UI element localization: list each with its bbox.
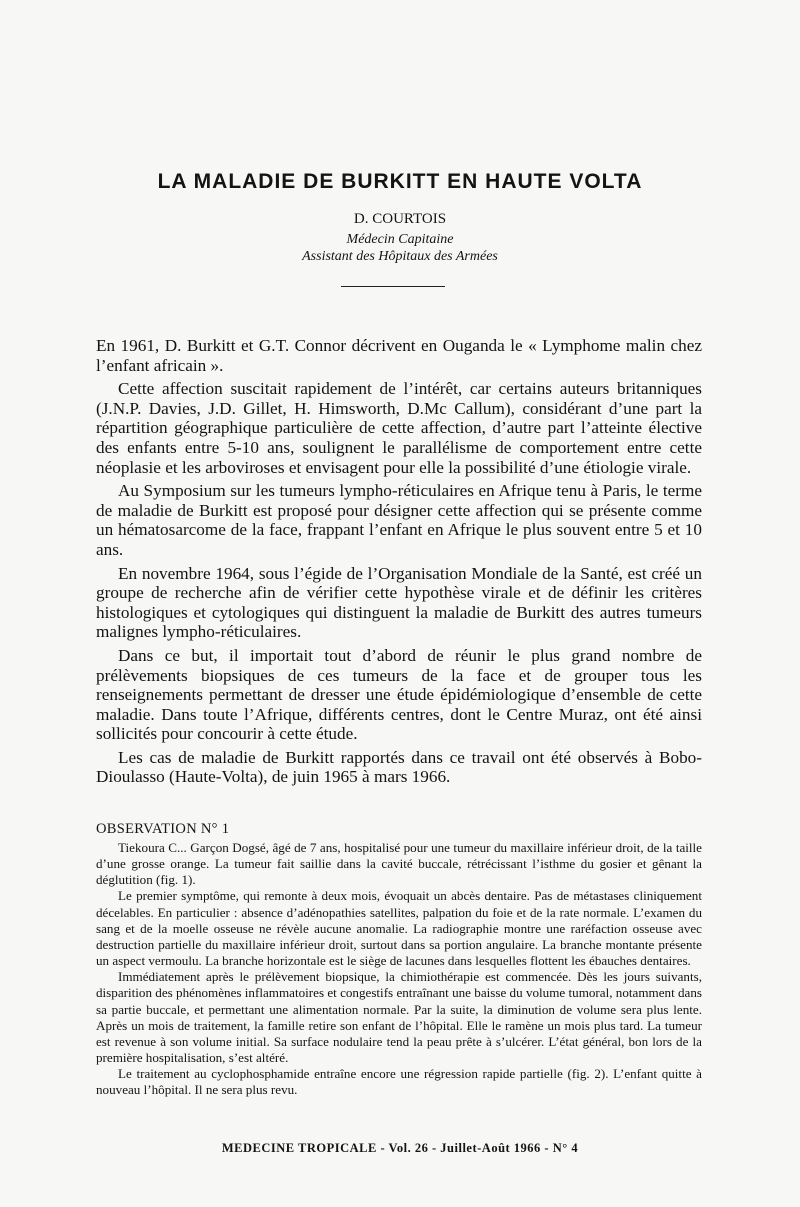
body-paragraph: En novembre 1964, sous l’égide de l’Organisation Mondiale de la Santé, est créé un groupe de recherche afin de vérifier cette hypothèse virale et de définir les critères histologiques et cytologiques qui distinguent la maladie de Burkitt des autres tumeurs malignes lympho-réticulaires. xyxy=(96,563,702,642)
journal-footer: MEDECINE TROPICALE - Vol. 26 - Juillet-Août 1966 - N° 4 xyxy=(221,1141,579,1155)
observation-paragraph: Immédiatement après le prélèvement biopsique, la chimiothérapie est commencée. Dès les jours suivants, disparition des phénomènes inflammatoires et congestifs entraînant une baisse du volume tumoral, notamment dans sa partie buccale, et permettant une alimentation normale. Par la suite, la diminution de volume sera plus lente. Après un mois de traitement, la famille retire son enfant de l’hôpital. Elle le ramène un mois plus tard. La tumeur est revenue à son volume initial. Sa surface nodulaire tend la peau prête à s’ulcérer. L’état général, bon lors de la première hospitalisation, s’est altéré. xyxy=(96,969,702,1066)
body-paragraph: Au Symposium sur les tumeurs lympho-réticulaires en Afrique tenu à Paris, le terme de maladie de Burkitt est proposé pour désigner cette affection qui se présente comme un hématosarcome de la face, frappant l’enfant en Afrique le plus souvent entre 5 et 10 ans. xyxy=(96,481,702,559)
article-title: LA MALADIE DE BURKITT EN HAUTE VOLTA xyxy=(157,170,643,193)
observation-paragraph: Le premier symptôme, qui remonte à deux mois, évoquait un abcès dentaire. Pas de métastases cliniquement décelables. En particulier : absence d’adénopathies satellites, palpation du foie et de la rate normale. L’examen du sang et de la moelle osseuse ne révèle aucune anomalie. La radiographie montre une raréfaction osseuse avec destruction partielle du maxillaire inférieur droit, surtout dans sa portion angulaire. La branche montante présente un aspect vermoulu. La branche horizontale est le siège de lacunes dans lesquelles flottent les ébauches dentaires. xyxy=(96,888,702,969)
body-paragraph: Cette affection suscitait rapidement de l’intérêt, car certains auteurs britanniques (J.N.P. Davies, J.D. Gillet, H. Himsworth, D.Mc Callum), considérant d’une part la répartition géographique particulière de cette affection, d’autre part l’atteinte élective des enfants entre 5-10 ans, soulignent le parallélisme de comportement entre cette néoplasie et les arboviroses et envisagent pour elle la possibilité d’une étiologie virale. xyxy=(96,379,702,477)
body-paragraph: Dans ce but, il importait tout d’abord de réunir le plus grand nombre de prélèvements biopsiques de ces tumeurs de la face et de grouper tous les renseignements permettant de dresser une étude épidémiologique d’ensemble de cette maladie. Dans toute l’Afrique, différents centres, dont le Centre Muraz, ont été ainsi sollicités pour concourir à cette étude. xyxy=(96,645,702,744)
observation-paragraph: Le traitement au cyclophosphamide entraîne encore une régression rapide partielle (fig. 2). L’enfant quitte à nouveau l’hôpital. Il ne sera plus revu. xyxy=(96,1066,702,1098)
author-role-line2: Assistant des Hôpitaux des Armées xyxy=(302,249,498,264)
observation-heading: OBSERVATION N° 1 xyxy=(96,821,230,837)
author-role-line1: Médecin Capitaine xyxy=(346,232,454,247)
body-paragraph: En 1961, D. Burkitt et G.T. Connor décrivent en Ouganda le « Lymphome malin chez l’enfant africain ». xyxy=(96,336,702,375)
body-paragraph: Les cas de maladie de Burkitt rapportés dans ce travail ont été observés à Bobo-Dioulasso (Haute-Volta), de juin 1965 à mars 1966. xyxy=(96,747,702,787)
article-body xyxy=(96,336,702,791)
title-divider xyxy=(341,286,445,287)
author-name: D. COURTOIS xyxy=(353,211,447,227)
observation-body xyxy=(96,840,702,1099)
observation-paragraph: Tiekoura C... Garçon Dogsé, âgé de 7 ans, hospitalisé pour une tumeur du maxillaire inférieur droit, de la taille d’une grosse orange. La tumeur fait saillie dans la cavité buccale, rétrécissant l’isthme du gosier et gênant la déglutition (fig. 1). xyxy=(96,840,702,888)
